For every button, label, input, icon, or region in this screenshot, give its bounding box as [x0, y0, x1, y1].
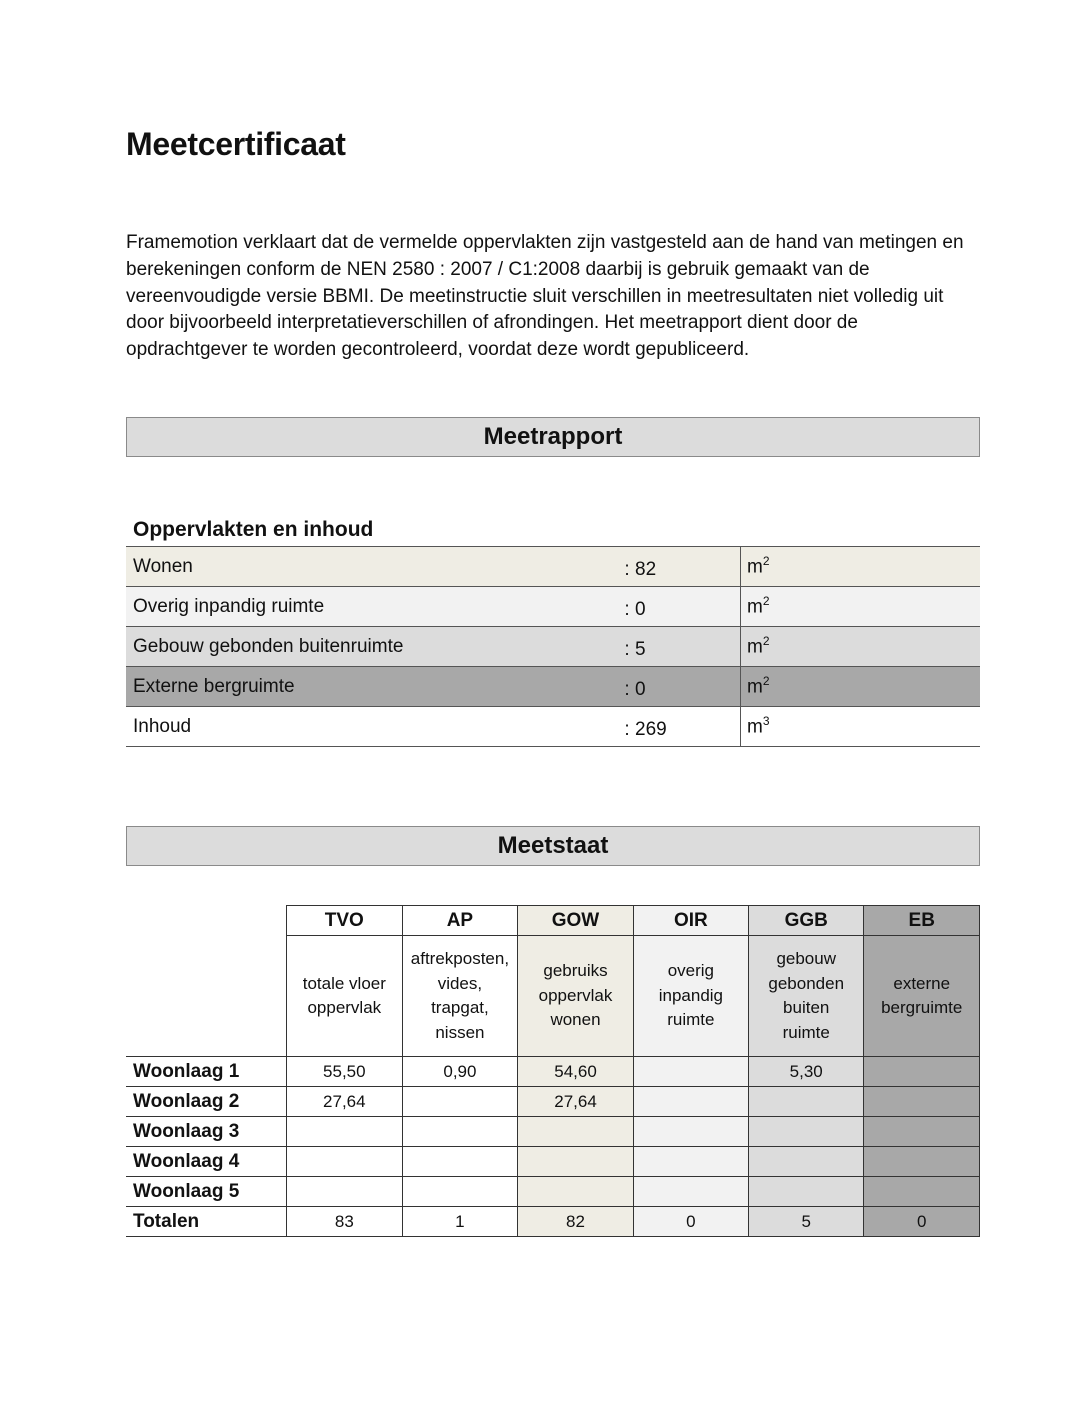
cell — [518, 1117, 633, 1147]
cell — [518, 1147, 633, 1177]
table-row — [126, 547, 980, 587]
row-colon: : — [621, 587, 633, 627]
cell — [402, 1147, 518, 1177]
row-label: Totalen — [126, 1207, 287, 1237]
cell — [749, 1117, 864, 1147]
total-cell: 1 — [402, 1207, 518, 1237]
column-description: overig inpandig ruimte — [633, 936, 748, 1057]
cell — [633, 1177, 748, 1207]
cell — [633, 1117, 748, 1147]
column-description: externe bergruimte — [864, 936, 980, 1057]
cell — [749, 1177, 864, 1207]
row-label: Woonlaag 2 — [126, 1087, 287, 1117]
row-unit: $m^2$ — [741, 627, 981, 667]
cell — [402, 1117, 518, 1147]
table-row — [126, 587, 980, 627]
row-value: 0 — [633, 587, 741, 627]
table-row — [126, 1117, 980, 1147]
row-value: 5 — [633, 627, 741, 667]
cell — [402, 1177, 518, 1207]
cell — [633, 1147, 748, 1177]
row-colon: : — [621, 667, 633, 707]
cell — [287, 1177, 402, 1207]
cell — [287, 1147, 402, 1177]
row-label: Woonlaag 4 — [126, 1147, 287, 1177]
row-value: 269 — [633, 707, 741, 747]
total-cell: 83 — [287, 1207, 402, 1237]
row-label: Woonlaag 5 — [126, 1177, 287, 1207]
meetrapport-heading: Meetrapport — [126, 417, 980, 457]
column-code: OIR — [633, 906, 748, 936]
cell: 5,30 — [749, 1057, 864, 1087]
column-description-row — [126, 936, 980, 1057]
cell — [402, 1087, 518, 1117]
total-cell: 82 — [518, 1207, 633, 1237]
cell — [287, 1117, 402, 1147]
cell — [864, 1117, 980, 1147]
total-cell: 5 — [749, 1207, 864, 1237]
table-row — [126, 667, 980, 707]
cell — [749, 1147, 864, 1177]
row-label: Externe bergruimte — [126, 667, 621, 707]
totals-row — [126, 1207, 980, 1237]
cell — [864, 1177, 980, 1207]
cell: 27,64 — [518, 1087, 633, 1117]
row-label: Woonlaag 3 — [126, 1117, 287, 1147]
table-row — [126, 627, 980, 667]
column-description: gebruiks oppervlak wonen — [518, 936, 633, 1057]
row-colon: : — [621, 547, 633, 587]
cell: 55,50 — [287, 1057, 402, 1087]
cell — [864, 1057, 980, 1087]
row-colon: : — [621, 627, 633, 667]
cell: 27,64 — [287, 1087, 402, 1117]
row-value: 82 — [633, 547, 741, 587]
cell: 0,90 — [402, 1057, 518, 1087]
total-cell: 0 — [864, 1207, 980, 1237]
table-row — [126, 1057, 980, 1087]
table-row — [126, 1147, 980, 1177]
row-label: Woonlaag 1 — [126, 1057, 287, 1087]
cell — [633, 1087, 748, 1117]
intro-paragraph: Framemotion verklaart dat de vermelde oppervlakten zijn vastgesteld aan de hand van metingen en berekeningen conform de NEN 2580 : 2007 / C1:2008 daarbij is gebruik gemaakt van de vereenvoudigde versie BBMI. De meetinstructie sluit verschillen in meetresultaten niet volledig uit door bijvoorbeeld interpretatieverschillen of afrondingen. Het meetrapport dient door de opdrachtgever te worden gecontroleerd, voordat deze wordt gepubliceerd. — [126, 232, 964, 361]
table-row — [126, 1177, 980, 1207]
cell — [633, 1057, 748, 1087]
page-title: Meetcertificaat — [126, 126, 346, 162]
meetstaat-heading: Meetstaat — [126, 826, 980, 866]
column-description: totale vloer oppervlak — [287, 936, 402, 1057]
row-value: 0 — [633, 667, 741, 707]
column-code: AP — [402, 906, 518, 936]
row-label: Overig inpandig ruimte — [126, 587, 621, 627]
column-description: gebouw gebonden buiten ruimte — [749, 936, 864, 1057]
column-code: GGB — [749, 906, 864, 936]
oppervlakten-table — [126, 546, 980, 747]
row-label: Wonen — [126, 547, 621, 587]
row-unit: $m^2$ — [741, 587, 981, 627]
column-code: EB — [864, 906, 980, 936]
column-description: aftrekposten, vides, trapgat, nissen — [402, 936, 518, 1057]
row-unit: $m^2$ — [741, 667, 981, 707]
cell: 54,60 — [518, 1057, 633, 1087]
total-cell: 0 — [633, 1207, 748, 1237]
row-unit: $m^2$ — [741, 547, 981, 587]
meetstaat-table — [126, 905, 980, 1237]
column-code: GOW — [518, 906, 633, 936]
cell — [518, 1177, 633, 1207]
row-label: Gebouw gebonden buitenruimte — [126, 627, 621, 667]
table-row — [126, 1087, 980, 1117]
cell — [749, 1087, 864, 1117]
row-colon: : — [621, 707, 633, 747]
row-unit: $m^3$ — [741, 707, 981, 747]
cell — [864, 1087, 980, 1117]
cell — [864, 1147, 980, 1177]
column-code: TVO — [287, 906, 402, 936]
oppervlakten-subheading: Oppervlakten en inhoud — [133, 518, 374, 541]
column-code-row — [126, 906, 980, 936]
row-label: Inhoud — [126, 707, 621, 747]
table-row — [126, 707, 980, 747]
